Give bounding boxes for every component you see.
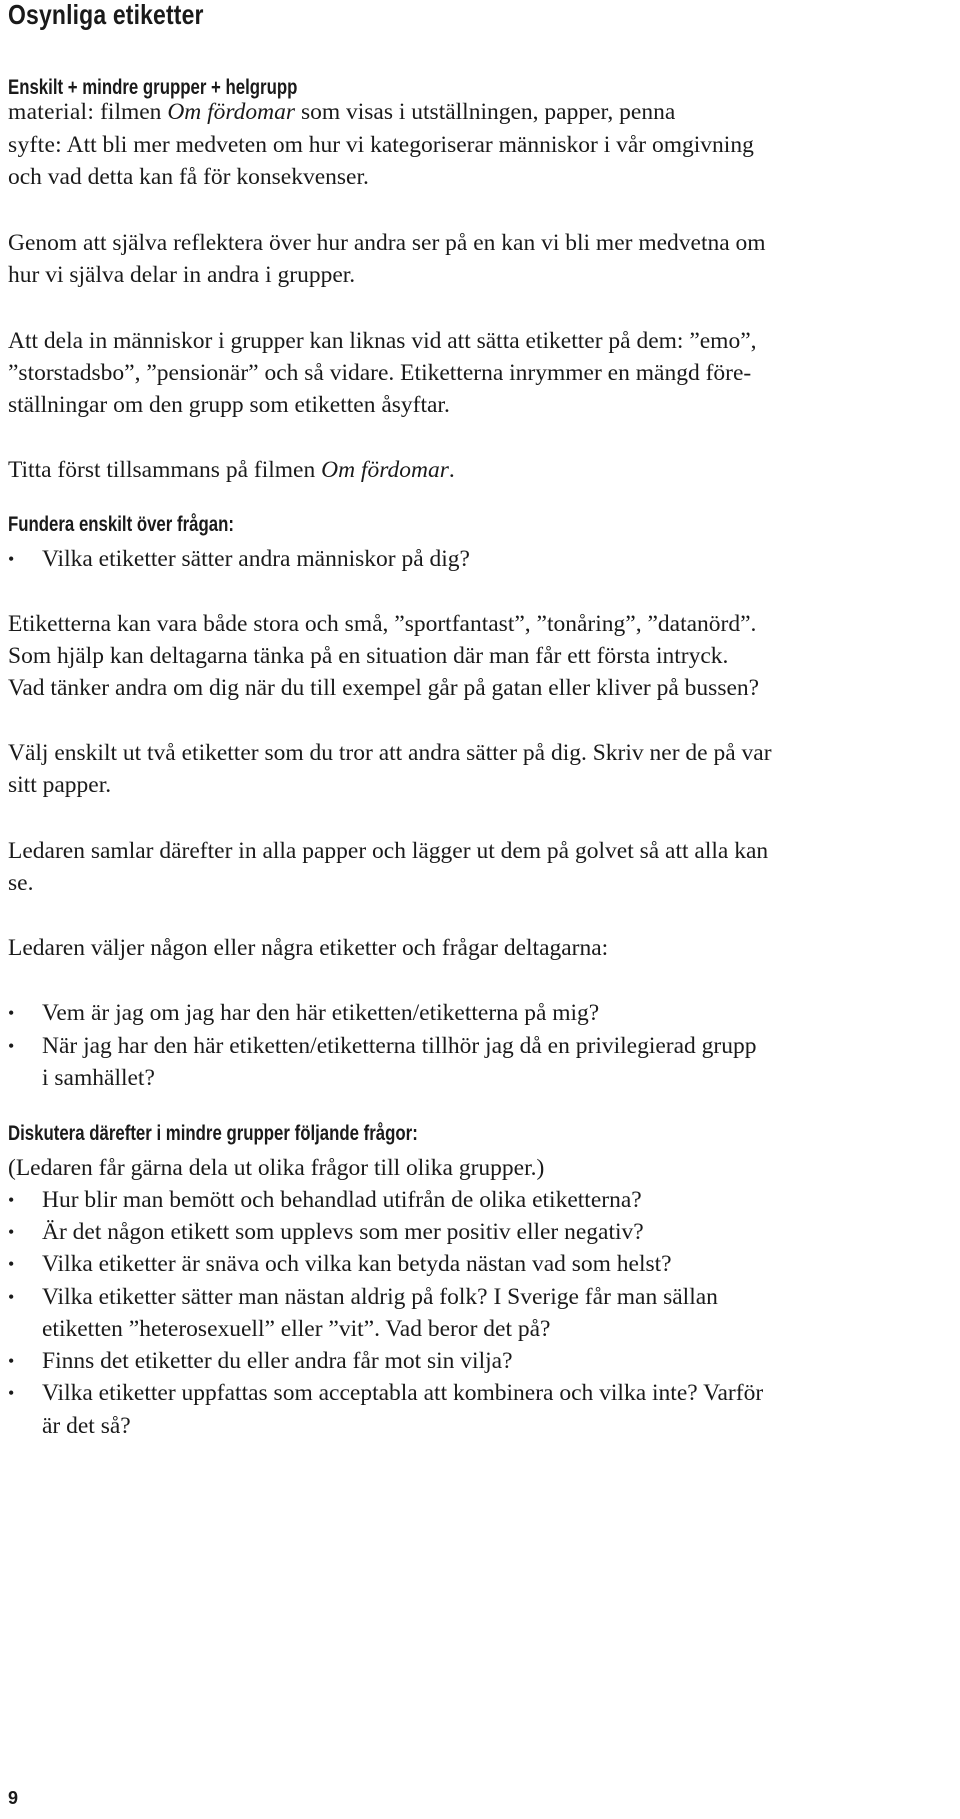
paragraph-line: Som hjälp kan deltagarna tänka på en situation där man får ett första intryck. [8,643,729,669]
paragraph-line: (Ledaren får gärna dela ut olika frågor till olika grupper.) [8,1155,545,1181]
section-heading: Diskutera därefter i mindre grupper följande frågor: [8,1122,418,1145]
material-film: Om fördomar [167,99,296,125]
page-title: Osynliga etiketter [8,0,204,30]
bullet-text: Vilka etiketter är snäva och vilka kan betyda nästan vad som helst? [42,1251,672,1277]
bullet-icon: • [8,1003,15,1023]
paragraph-line [8,459,455,483]
bullet-text: i samhället? [42,1065,155,1091]
material-pre: filmen [100,99,168,125]
section-heading: Fundera enskilt över frågan: [8,513,234,536]
bullet-text: Hur blir man bemött och behandlad utifrån de olika etiketterna? [42,1187,642,1213]
material-post: som visas i utställningen, papper, penna [295,99,676,125]
material-line [8,101,675,125]
bullet-icon: • [8,549,15,569]
para3-pre: Titta först tillsammans på filmen [8,457,322,483]
activity-format: Enskilt + mindre grupper + helgrupp [8,76,298,99]
bullet-text: Vilka etiketter sätter andra människor på dig? [42,546,470,572]
paragraph-line: se. [8,870,34,896]
para3-film: Om fördomar [321,457,449,483]
bullet-icon: • [8,1351,15,1371]
material-label: material: [8,99,95,125]
bullet-text: Vem är jag om jag har den här etiketten/etiketterna på mig? [42,1000,600,1026]
paragraph-line: Ledaren väljer någon eller några etiketter och frågar deltagarna: [8,935,609,961]
bullet-text: Är det någon etikett som upplevs som mer positiv eller negativ? [42,1219,644,1245]
bullet-text: är det så? [42,1413,131,1439]
bullet-text: När jag har den här etiketten/etiketterna tillhör jag då en privilegierad grupp [42,1033,757,1059]
paragraph-line: hur vi själva delar in andra i grupper. [8,262,356,288]
bullet-text: etiketten ”heterosexuell” eller ”vit”. Vad beror det på? [42,1316,551,1342]
syfte-text-1: Att bli mer medveten om hur vi kategoriserar människor i vår omgivning [66,132,754,158]
syfte-text-2: och vad detta kan få för konsekvenser. [8,164,369,190]
paragraph-line: ”storstadsbo”, ”pensionär” och så vidare. Etiketterna inrymmer en mängd före- [8,360,752,386]
bullet-icon: • [8,1383,15,1403]
bullet-icon: • [8,1190,15,1210]
paragraph-line: Vad tänker andra om dig när du till exempel går på gatan eller kliver på bussen? [8,675,760,701]
paragraph-line: Att dela in människor i grupper kan liknas vid att sätta etiketter på dem: ”emo”, [8,328,757,354]
page-number: 9 [8,1788,19,1808]
bullet-icon: • [8,1036,15,1056]
syfte-label: syfte: [8,132,63,158]
bullet-text: Finns det etiketter du eller andra får mot sin vilja? [42,1348,513,1374]
para3-post: . [448,457,455,483]
paragraph-line: Välj enskilt ut två etiketter som du tror att andra sätter på dig. Skriv ner de på var [8,740,772,766]
paragraph-line: Ledaren samlar därefter in alla papper och lägger ut dem på golvet så att alla kan [8,838,769,864]
syfte-line [8,134,754,158]
paragraph-line: ställningar om den grupp som etiketten åsyftar. [8,392,450,418]
bullet-text: Vilka etiketter sätter man nästan aldrig på folk? I Sverige får man sällan [42,1284,718,1310]
bullet-icon: • [8,1254,15,1274]
bullet-icon: • [8,1222,15,1242]
bullet-icon: • [8,1287,15,1307]
paragraph-line: Etiketterna kan vara både stora och små, ”sportfantast”, ”tonåring”, ”datanörd”. [8,611,757,637]
paragraph-line: Genom att själva reflektera över hur andra ser på en kan vi bli mer medvetna om [8,230,766,256]
bullet-text: Vilka etiketter uppfattas som acceptabla att kombinera och vilka inte? Varför [42,1380,764,1406]
paragraph-line: sitt papper. [8,772,112,798]
